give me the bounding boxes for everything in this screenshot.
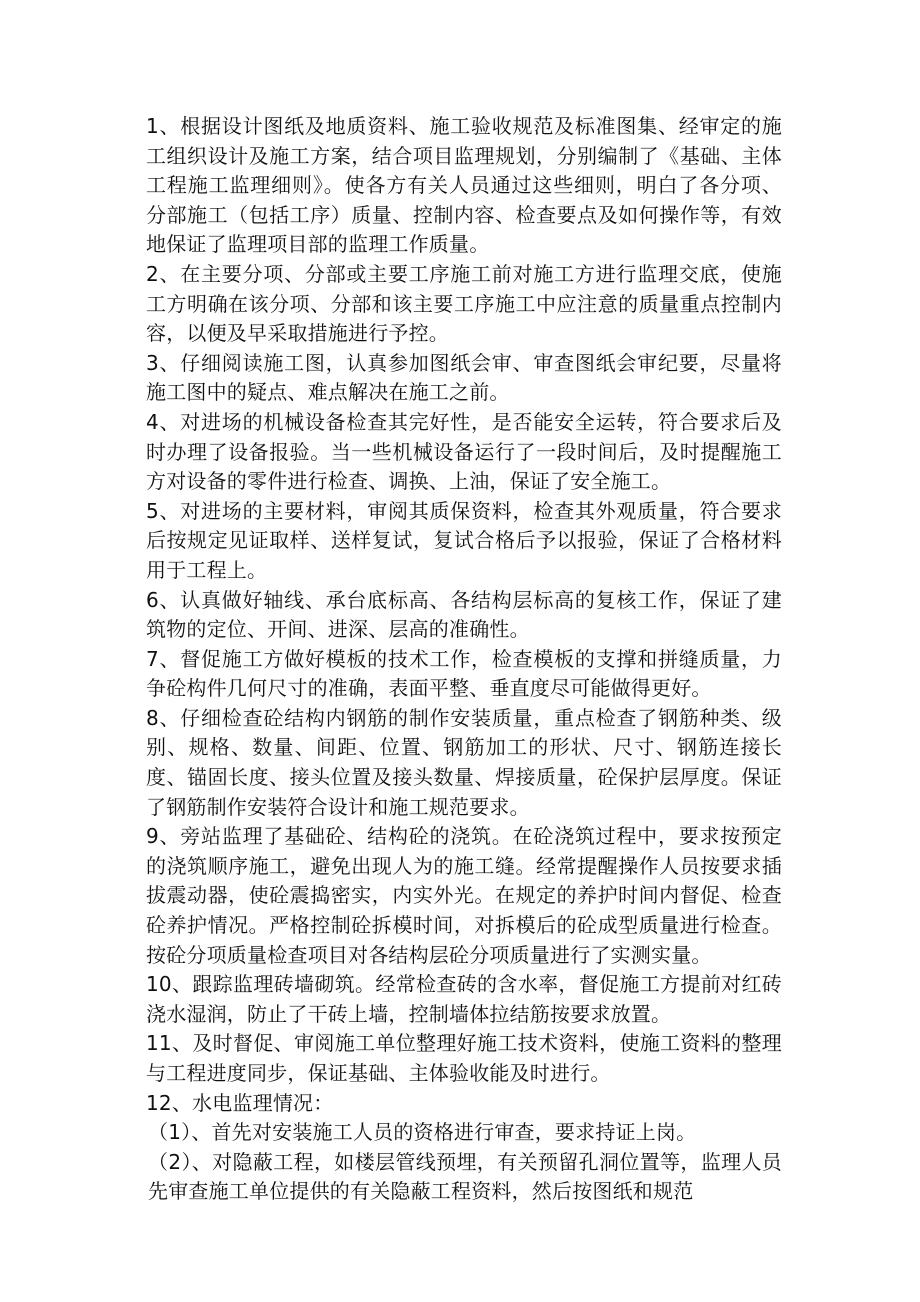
- paragraph-2: 2、在主要分项、分部或主要工序施工前对施工方进行监理交底，使施工方明确在该分项、分部和该主要工序施工中应注意的质量重点控制内容，以便及早采取措施进行予控。: [146, 261, 782, 346]
- paragraph-6: 6、认真做好轴线、承台底标高、各结构层标高的复核工作，保证了建筑物的定位、开间、进深、层高的准确性。: [146, 587, 782, 642]
- paragraph-7: 7、督促施工方做好模板的技术工作，检查模板的支撑和拼缝质量，力争砼构件几何尺寸的准确，表面平整、垂直度尽可能做得更好。: [146, 646, 782, 701]
- paragraph-12: 12、水电监理情况：: [146, 1090, 334, 1115]
- paragraph-9: 9、旁站监理了基础砼、结构砼的浇筑。在砼浇筑过程中，要求按预定的浇筑顺序施工，避免出现人为的施工缝。经常提醒操作人员按要求插拔震动器，使砼震捣密实，内实外光。在规定的养护时间内督促、检查砼养护情况。严格控制砼拆模时间，对拆模后的砼成型质量进行检查。按砼分项质量检查项目对各结构层砼分项质量进行了实测实量。: [146, 824, 782, 967]
- paragraph-5: 5、对进场的主要材料，审阅其质保资料，检查其外观质量，符合要求后按规定见证取样、送样复试，复试合格后予以报验，保证了合格材料用于工程上。: [146, 498, 782, 582]
- document-body: [146, 112, 782, 1207]
- paragraph-8: 8、仔细检查砼结构内钢筋的制作安装质量，重点检查了钢筋种类、级别、规格、数量、间距、位置、钢筋加工的形状、尺寸、钢筋连接长度、锚固长度、接头位置及接头数量、焊接质量，砼保护层厚度。保证了钢筋制作安装符合设计和施工规范要求。: [146, 705, 782, 819]
- subparagraph-2: （2）、对隐蔽工程，如楼层管线预埋，有关预留孔洞位置等，监理人员先审查施工单位提供的有关隐蔽工程资料，然后按图纸和规范: [148, 1149, 782, 1204]
- paragraph-4: 4、对进场的机械设备检查其完好性，是否能安全运转，符合要求后及时办理了设备报验。当一些机械设备运行了一段时间后，及时提醒施工方对设备的零件进行检查、调换、上油，保证了安全施工。: [146, 409, 782, 494]
- paragraph-11: 11、及时督促、审阅施工单位整理好施工技术资料，使施工资料的整理与工程进度同步，保证基础、主体验收能及时进行。: [146, 1031, 782, 1085]
- subparagraph-1: （1）、首先对安装施工人员的资格进行审查，要求持证上岗。: [148, 1120, 697, 1145]
- paragraph-3: 3、仔细阅读施工图，认真参加图纸会审、审查图纸会审纪要，尽量将施工图中的疑点、难点解决在施工之前。: [146, 350, 782, 405]
- paragraph-10: 10、跟踪监理砖墙砌筑。经常检查砖的含水率，督促施工方提前对红砖浇水湿润，防止了干砖上墙，控制墙体拉结筋按要求放置。: [146, 972, 782, 1026]
- paragraph-1: 1、根据设计图纸及地质资料、施工验收规范及标准图集、经审定的施工组织设计及施工方案，结合项目监理规划，分别编制了《基础、主体工程施工监理细则》。使各方有关人员通过这些细则，明白了各分项、分部施工（包括工序）质量、控制内容、检查要点及如何操作等，有效地保证了监理项目部的监理工作质量。: [146, 114, 782, 257]
